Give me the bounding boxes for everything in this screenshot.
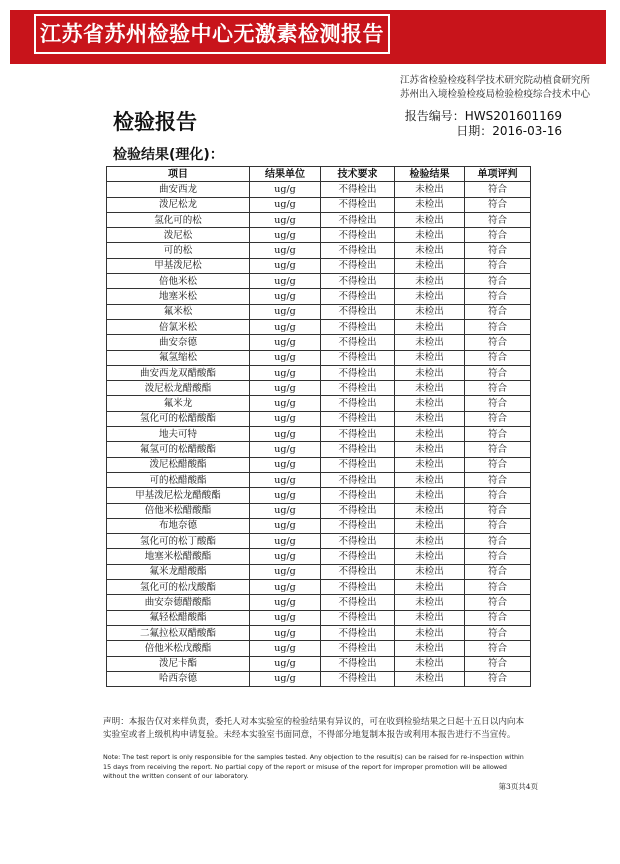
cell-unit: ug/g [250, 212, 321, 227]
table-row [107, 381, 531, 396]
cell-result: 未检出 [395, 656, 465, 671]
cell-unit: ug/g [250, 564, 321, 579]
cell-result: 未检出 [395, 335, 465, 350]
cell-unit: ug/g [250, 243, 321, 258]
cell-judgement: 符合 [465, 656, 531, 671]
cell-requirement: 不得检出 [321, 381, 395, 396]
cell-item: 氢化可的松丁酸酯 [107, 534, 250, 549]
cell-unit: ug/g [250, 274, 321, 289]
cell-judgement: 符合 [465, 411, 531, 426]
cell-judgement: 符合 [465, 197, 531, 212]
cell-judgement: 符合 [465, 564, 531, 579]
cell-judgement: 符合 [465, 319, 531, 334]
cell-judgement: 符合 [465, 549, 531, 564]
cell-item: 泼尼松龙 [107, 197, 250, 212]
banner-title: 江苏省苏州检验中心无激素检测报告 [34, 14, 390, 54]
cell-unit: ug/g [250, 656, 321, 671]
report-date-label: 日期： [456, 124, 493, 138]
cell-requirement: 不得检出 [321, 274, 395, 289]
cell-item: 可的松醋酸酯 [107, 472, 250, 487]
cell-judgement: 符合 [465, 381, 531, 396]
table-row [107, 228, 531, 243]
table-row [107, 503, 531, 518]
cell-item: 泼尼松醋酸酯 [107, 457, 250, 472]
cell-judgement: 符合 [465, 503, 531, 518]
column-header-result: 检验结果 [395, 167, 465, 182]
cell-item: 氟氢可的松醋酸酯 [107, 442, 250, 457]
cell-item: 氟米龙 [107, 396, 250, 411]
cell-result: 未检出 [395, 610, 465, 625]
cell-result: 未检出 [395, 472, 465, 487]
cell-unit: ug/g [250, 258, 321, 273]
cell-result: 未检出 [395, 274, 465, 289]
cell-judgement: 符合 [465, 518, 531, 533]
cell-judgement: 符合 [465, 243, 531, 258]
cell-result: 未检出 [395, 427, 465, 442]
cell-unit: ug/g [250, 365, 321, 380]
cell-judgement: 符合 [465, 212, 531, 227]
cell-result: 未检出 [395, 243, 465, 258]
column-header-requirement: 技术要求 [321, 167, 395, 182]
table-row [107, 243, 531, 258]
cell-item: 曲安西龙双醋酸酯 [107, 365, 250, 380]
cell-item: 氟轻松醋酸酯 [107, 610, 250, 625]
cell-unit: ug/g [250, 381, 321, 396]
table-row [107, 549, 531, 564]
cell-item: 地塞米松 [107, 289, 250, 304]
cell-item: 可的松 [107, 243, 250, 258]
table-row [107, 365, 531, 380]
cell-result: 未检出 [395, 258, 465, 273]
cell-unit: ug/g [250, 350, 321, 365]
cell-unit: ug/g [250, 182, 321, 197]
report-number-label: 报告编号： [404, 109, 465, 123]
cell-unit: ug/g [250, 396, 321, 411]
cell-requirement: 不得检出 [321, 503, 395, 518]
cell-unit: ug/g [250, 641, 321, 656]
cell-requirement: 不得检出 [321, 182, 395, 197]
cell-unit: ug/g [250, 319, 321, 334]
table-row [107, 427, 531, 442]
cell-result: 未检出 [395, 442, 465, 457]
cell-judgement: 符合 [465, 580, 531, 595]
cell-item: 地夫可特 [107, 427, 250, 442]
table-row [107, 274, 531, 289]
cell-requirement: 不得检出 [321, 442, 395, 457]
table-row [107, 610, 531, 625]
cell-result: 未检出 [395, 396, 465, 411]
cell-item: 氢化可的松 [107, 212, 250, 227]
cell-unit: ug/g [250, 228, 321, 243]
cell-judgement: 符合 [465, 472, 531, 487]
cell-requirement: 不得检出 [321, 671, 395, 686]
cell-unit: ug/g [250, 518, 321, 533]
cell-result: 未检出 [395, 381, 465, 396]
cell-requirement: 不得检出 [321, 457, 395, 472]
table-row [107, 534, 531, 549]
cell-unit: ug/g [250, 472, 321, 487]
cell-requirement: 不得检出 [321, 610, 395, 625]
cell-item: 甲基泼尼松 [107, 258, 250, 273]
cell-result: 未检出 [395, 197, 465, 212]
cell-result: 未检出 [395, 518, 465, 533]
cell-requirement: 不得检出 [321, 518, 395, 533]
cell-result: 未检出 [395, 564, 465, 579]
cell-judgement: 符合 [465, 457, 531, 472]
cell-result: 未检出 [395, 625, 465, 640]
cell-result: 未检出 [395, 488, 465, 503]
cell-result: 未检出 [395, 182, 465, 197]
cell-item: 氢化可的松醋酸酯 [107, 411, 250, 426]
table-row [107, 289, 531, 304]
cell-judgement: 符合 [465, 610, 531, 625]
cell-unit: ug/g [250, 457, 321, 472]
report-date-value: 2016-03-16 [492, 124, 562, 138]
cell-unit: ug/g [250, 595, 321, 610]
cell-unit: ug/g [250, 503, 321, 518]
cell-item: 泼尼松 [107, 228, 250, 243]
table-row [107, 457, 531, 472]
cell-judgement: 符合 [465, 671, 531, 686]
cell-item: 氟氢缩松 [107, 350, 250, 365]
cell-judgement: 符合 [465, 304, 531, 319]
cell-judgement: 符合 [465, 365, 531, 380]
table-row [107, 595, 531, 610]
results-table [106, 166, 531, 687]
cell-requirement: 不得检出 [321, 289, 395, 304]
cell-result: 未检出 [395, 580, 465, 595]
column-header-judgement: 单项评判 [465, 167, 531, 182]
page-number: 第3页共4页 [498, 782, 538, 791]
cell-requirement: 不得检出 [321, 212, 395, 227]
cell-judgement: 符合 [465, 258, 531, 273]
cell-result: 未检出 [395, 641, 465, 656]
cell-result: 未检出 [395, 595, 465, 610]
report-date [456, 122, 562, 139]
cell-judgement: 符合 [465, 595, 531, 610]
table-row [107, 641, 531, 656]
cell-unit: ug/g [250, 488, 321, 503]
table-row [107, 472, 531, 487]
table-row [107, 656, 531, 671]
cell-unit: ug/g [250, 335, 321, 350]
cell-judgement: 符合 [465, 274, 531, 289]
table-row [107, 335, 531, 350]
cell-requirement: 不得检出 [321, 595, 395, 610]
statement-english: Note: The test report is only responsible for the samples tested. Any objection to the result(s) can be raised for re-inspection within 15 days from receiving the report. No partial copy of the report or misuse of the report for improper promotion will be allowed without the written consent of our laboratory. [103, 753, 524, 781]
cell-unit: ug/g [250, 442, 321, 457]
cell-requirement: 不得检出 [321, 641, 395, 656]
table-row [107, 182, 531, 197]
cell-requirement: 不得检出 [321, 580, 395, 595]
table-row [107, 442, 531, 457]
cell-item: 二氟拉松双醋酸酯 [107, 625, 250, 640]
cell-judgement: 符合 [465, 625, 531, 640]
cell-requirement: 不得检出 [321, 350, 395, 365]
cell-unit: ug/g [250, 534, 321, 549]
cell-requirement: 不得检出 [321, 319, 395, 334]
cell-requirement: 不得检出 [321, 549, 395, 564]
cell-item: 倍氯米松 [107, 319, 250, 334]
cell-judgement: 符合 [465, 350, 531, 365]
table-row [107, 319, 531, 334]
cell-unit: ug/g [250, 580, 321, 595]
cell-judgement: 符合 [465, 641, 531, 656]
cell-item: 倍他米松 [107, 274, 250, 289]
cell-item: 曲安奈德 [107, 335, 250, 350]
cell-judgement: 符合 [465, 488, 531, 503]
cell-item: 氟米松 [107, 304, 250, 319]
cell-unit: ug/g [250, 671, 321, 686]
cell-judgement: 符合 [465, 335, 531, 350]
cell-judgement: 符合 [465, 427, 531, 442]
table-header-row [107, 167, 531, 182]
cell-requirement: 不得检出 [321, 472, 395, 487]
table-row [107, 197, 531, 212]
cell-result: 未检出 [395, 350, 465, 365]
cell-requirement: 不得检出 [321, 228, 395, 243]
cell-result: 未检出 [395, 503, 465, 518]
results-body [107, 182, 531, 687]
cell-unit: ug/g [250, 304, 321, 319]
column-header-item: 项目 [107, 167, 250, 182]
cell-requirement: 不得检出 [321, 243, 395, 258]
cell-requirement: 不得检出 [321, 625, 395, 640]
table-row [107, 396, 531, 411]
cell-unit: ug/g [250, 289, 321, 304]
cell-item: 倍他米松戊酸酯 [107, 641, 250, 656]
org-name-line-1: 江苏省检验检疫科学技术研究院动植食研究所 [399, 75, 590, 86]
cell-result: 未检出 [395, 289, 465, 304]
cell-result: 未检出 [395, 365, 465, 380]
cell-judgement: 符合 [465, 228, 531, 243]
cell-judgement: 符合 [465, 289, 531, 304]
report-banner [10, 10, 606, 64]
cell-result: 未检出 [395, 212, 465, 227]
cell-result: 未检出 [395, 319, 465, 334]
cell-requirement: 不得检出 [321, 411, 395, 426]
cell-requirement: 不得检出 [321, 258, 395, 273]
cell-result: 未检出 [395, 549, 465, 564]
cell-requirement: 不得检出 [321, 365, 395, 380]
report-number-value: HWS201601169 [464, 109, 562, 123]
cell-result: 未检出 [395, 671, 465, 686]
cell-requirement: 不得检出 [321, 534, 395, 549]
table-row [107, 411, 531, 426]
cell-item: 哈西奈德 [107, 671, 250, 686]
cell-result: 未检出 [395, 534, 465, 549]
cell-item: 泼尼卡酯 [107, 656, 250, 671]
cell-item: 曲安西龙 [107, 182, 250, 197]
table-row [107, 304, 531, 319]
table-row [107, 518, 531, 533]
cell-item: 布地奈德 [107, 518, 250, 533]
table-row [107, 625, 531, 640]
org-name-line-2: 苏州出入境检验检疫局检验检疫综合技术中心 [399, 89, 590, 100]
cell-item: 泼尼松龙醋酸酯 [107, 381, 250, 396]
table-row [107, 350, 531, 365]
cell-result: 未检出 [395, 411, 465, 426]
report-title: 检验报告 [113, 110, 197, 134]
cell-judgement: 符合 [465, 534, 531, 549]
statement-chinese: 声明：本报告仅对来样负责，委托人对本实验室的检验结果有异议的，可在收到检验结果之日起十五日以内向本实验室或者上级机构申请复验。未经本实验室书面同意，不得部分地复制本报告或利用本报告进行不当宣传。 [103, 717, 525, 740]
cell-requirement: 不得检出 [321, 427, 395, 442]
cell-result: 未检出 [395, 228, 465, 243]
table-row [107, 212, 531, 227]
cell-item: 地塞米松醋酸酯 [107, 549, 250, 564]
cell-item: 氢化可的松戊酸酯 [107, 580, 250, 595]
cell-requirement: 不得检出 [321, 564, 395, 579]
column-header-unit: 结果单位 [250, 167, 321, 182]
cell-judgement: 符合 [465, 396, 531, 411]
table-row [107, 258, 531, 273]
cell-requirement: 不得检出 [321, 488, 395, 503]
cell-item: 氟米龙醋酸酯 [107, 564, 250, 579]
cell-requirement: 不得检出 [321, 656, 395, 671]
cell-unit: ug/g [250, 610, 321, 625]
cell-item: 甲基泼尼松龙醋酸酯 [107, 488, 250, 503]
section-title: 检验结果(理化)： [113, 147, 224, 163]
cell-unit: ug/g [250, 411, 321, 426]
cell-requirement: 不得检出 [321, 335, 395, 350]
cell-item: 曲安奈德醋酸酯 [107, 595, 250, 610]
cell-judgement: 符合 [465, 442, 531, 457]
cell-requirement: 不得检出 [321, 197, 395, 212]
cell-result: 未检出 [395, 304, 465, 319]
cell-unit: ug/g [250, 197, 321, 212]
cell-unit: ug/g [250, 549, 321, 564]
table-row [107, 671, 531, 686]
cell-item: 倍他米松醋酸酯 [107, 503, 250, 518]
table-row [107, 564, 531, 579]
cell-judgement: 符合 [465, 182, 531, 197]
cell-requirement: 不得检出 [321, 304, 395, 319]
cell-unit: ug/g [250, 625, 321, 640]
cell-unit: ug/g [250, 427, 321, 442]
cell-result: 未检出 [395, 457, 465, 472]
table-row [107, 580, 531, 595]
cell-requirement: 不得检出 [321, 396, 395, 411]
table-row [107, 488, 531, 503]
